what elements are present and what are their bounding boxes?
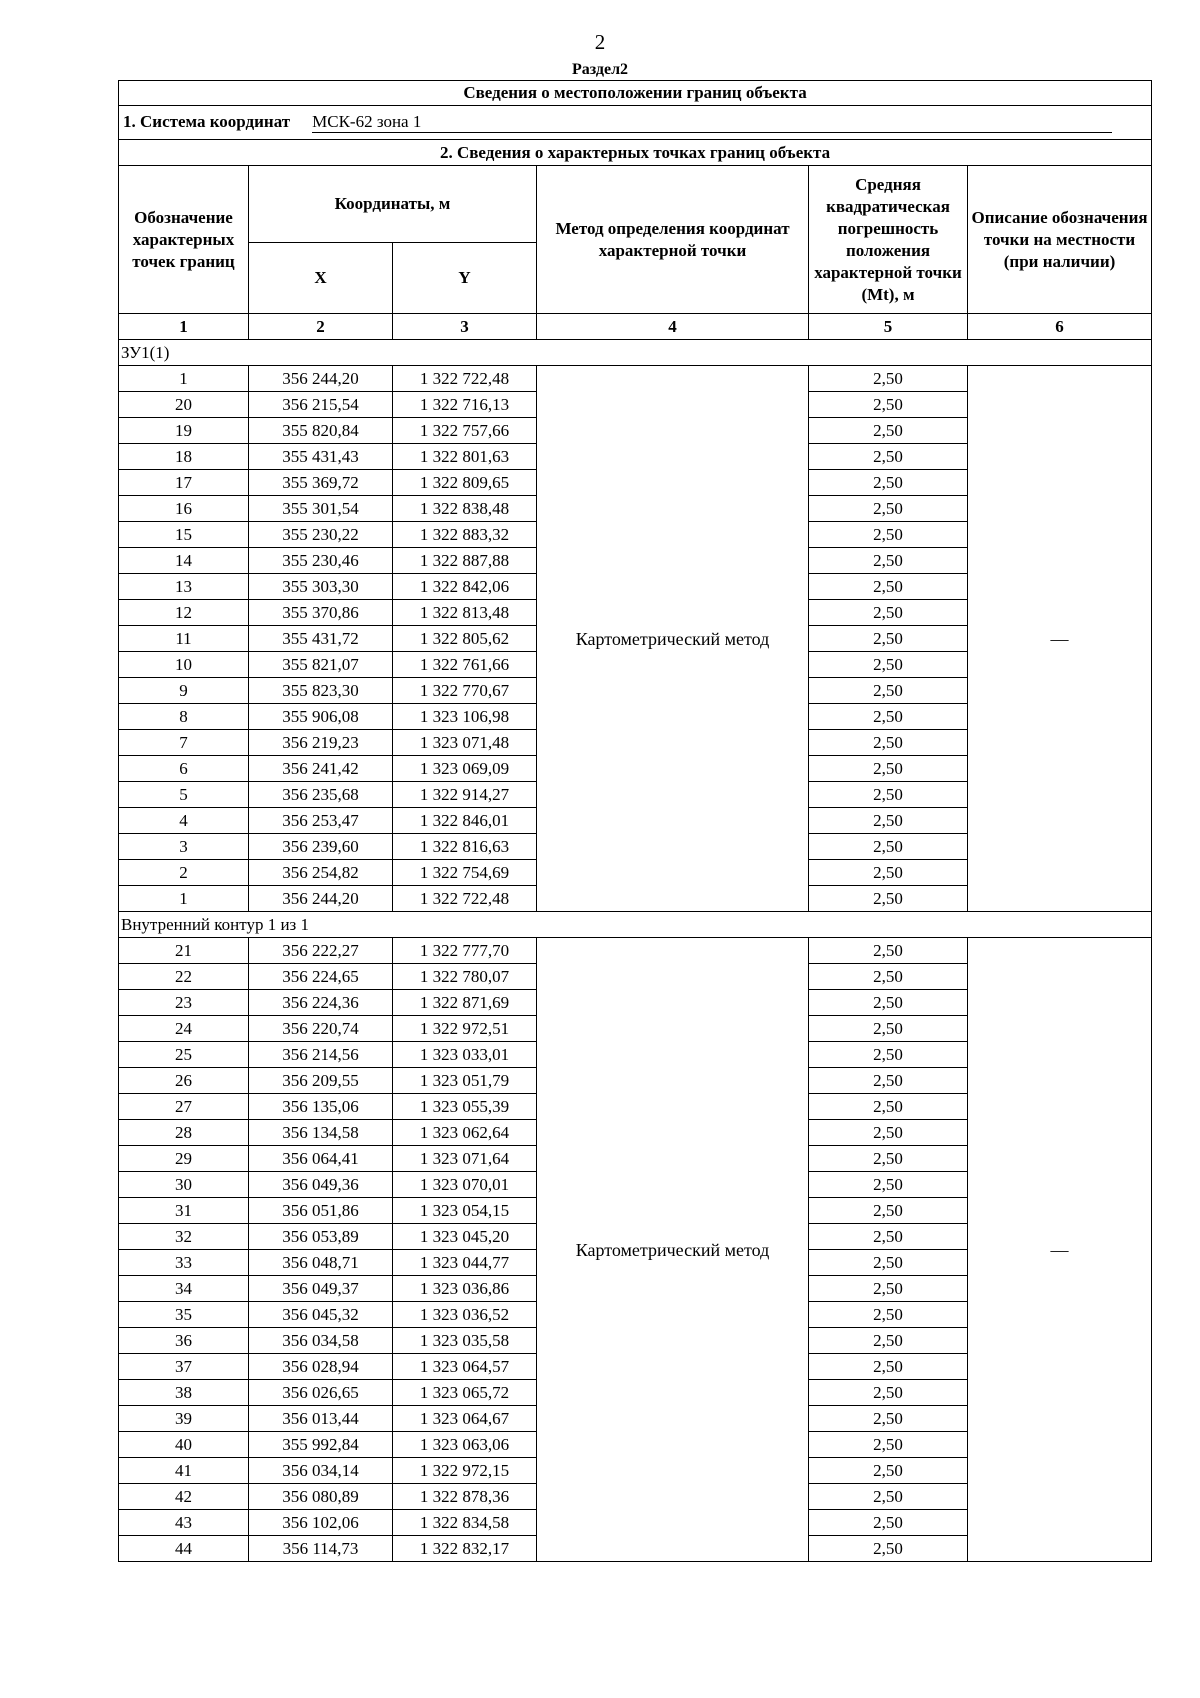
point-id: 4 xyxy=(119,808,249,834)
method-cell: Картометрический метод xyxy=(537,366,809,912)
point-id: 26 xyxy=(119,1068,249,1094)
point-id: 10 xyxy=(119,652,249,678)
point-error: 2,50 xyxy=(809,834,968,860)
point-x: 356 219,23 xyxy=(249,730,393,756)
point-error: 2,50 xyxy=(809,652,968,678)
point-error: 2,50 xyxy=(809,1406,968,1432)
point-error: 2,50 xyxy=(809,600,968,626)
point-y: 1 322 805,62 xyxy=(393,626,537,652)
point-error: 2,50 xyxy=(809,496,968,522)
coord-system-row xyxy=(119,106,1152,140)
point-error: 2,50 xyxy=(809,1536,968,1562)
point-x: 356 209,55 xyxy=(249,1068,393,1094)
point-error: 2,50 xyxy=(809,1146,968,1172)
point-id: 8 xyxy=(119,704,249,730)
point-x: 355 369,72 xyxy=(249,470,393,496)
point-id: 28 xyxy=(119,1120,249,1146)
point-id: 40 xyxy=(119,1432,249,1458)
point-x: 355 906,08 xyxy=(249,704,393,730)
point-x: 356 114,73 xyxy=(249,1536,393,1562)
point-x: 355 992,84 xyxy=(249,1432,393,1458)
point-error: 2,50 xyxy=(809,1016,968,1042)
header-description: Описание обозначения точки на местности (при наличии) xyxy=(968,166,1152,314)
point-error: 2,50 xyxy=(809,626,968,652)
method-cell: Картометрический метод xyxy=(537,938,809,1562)
point-x: 356 049,36 xyxy=(249,1172,393,1198)
point-x: 356 048,71 xyxy=(249,1250,393,1276)
point-x: 356 222,27 xyxy=(249,938,393,964)
col-number: 1 xyxy=(119,314,249,340)
point-error: 2,50 xyxy=(809,1094,968,1120)
point-y: 1 323 063,06 xyxy=(393,1432,537,1458)
point-x: 356 028,94 xyxy=(249,1354,393,1380)
point-id: 37 xyxy=(119,1354,249,1380)
point-y: 1 323 036,86 xyxy=(393,1276,537,1302)
point-y: 1 322 761,66 xyxy=(393,652,537,678)
point-error: 2,50 xyxy=(809,1198,968,1224)
point-error: 2,50 xyxy=(809,1042,968,1068)
point-y: 1 322 813,48 xyxy=(393,600,537,626)
point-error: 2,50 xyxy=(809,704,968,730)
point-y: 1 322 972,15 xyxy=(393,1458,537,1484)
point-id: 42 xyxy=(119,1484,249,1510)
point-error: 2,50 xyxy=(809,1510,968,1536)
point-error: 2,50 xyxy=(809,938,968,964)
point-id: 11 xyxy=(119,626,249,652)
point-error: 2,50 xyxy=(809,1328,968,1354)
point-id: 32 xyxy=(119,1224,249,1250)
point-id: 5 xyxy=(119,782,249,808)
point-error: 2,50 xyxy=(809,1250,968,1276)
point-x: 355 370,86 xyxy=(249,600,393,626)
point-y: 1 322 846,01 xyxy=(393,808,537,834)
point-error: 2,50 xyxy=(809,1354,968,1380)
point-error: 2,50 xyxy=(809,1120,968,1146)
point-x: 356 045,32 xyxy=(249,1302,393,1328)
col-number: 6 xyxy=(968,314,1152,340)
header-x: X xyxy=(249,243,393,314)
point-y: 1 323 051,79 xyxy=(393,1068,537,1094)
col-number: 3 xyxy=(393,314,537,340)
point-x: 356 013,44 xyxy=(249,1406,393,1432)
point-error: 2,50 xyxy=(809,860,968,886)
point-error: 2,50 xyxy=(809,1484,968,1510)
point-y: 1 322 871,69 xyxy=(393,990,537,1016)
point-error: 2,50 xyxy=(809,730,968,756)
point-id: 22 xyxy=(119,964,249,990)
point-x: 356 244,20 xyxy=(249,366,393,392)
point-id: 6 xyxy=(119,756,249,782)
point-id: 31 xyxy=(119,1198,249,1224)
point-y: 1 322 716,13 xyxy=(393,392,537,418)
point-error: 2,50 xyxy=(809,1068,968,1094)
point-error: 2,50 xyxy=(809,1432,968,1458)
point-error: 2,50 xyxy=(809,418,968,444)
point-id: 41 xyxy=(119,1458,249,1484)
point-error: 2,50 xyxy=(809,522,968,548)
point-x: 356 026,65 xyxy=(249,1380,393,1406)
point-x: 355 230,46 xyxy=(249,548,393,574)
point-x: 355 431,72 xyxy=(249,626,393,652)
point-id: 12 xyxy=(119,600,249,626)
point-y: 1 322 770,67 xyxy=(393,678,537,704)
point-id: 13 xyxy=(119,574,249,600)
col-number: 2 xyxy=(249,314,393,340)
point-id: 15 xyxy=(119,522,249,548)
point-y: 1 323 054,15 xyxy=(393,1198,537,1224)
point-id: 30 xyxy=(119,1172,249,1198)
point-x: 355 820,84 xyxy=(249,418,393,444)
point-y: 1 322 777,70 xyxy=(393,938,537,964)
point-id: 43 xyxy=(119,1510,249,1536)
point-id: 17 xyxy=(119,470,249,496)
header-method: Метод определения координат характерной точки xyxy=(537,166,809,314)
point-x: 355 301,54 xyxy=(249,496,393,522)
point-id: 7 xyxy=(119,730,249,756)
point-y: 1 322 838,48 xyxy=(393,496,537,522)
point-id: 19 xyxy=(119,418,249,444)
point-x: 355 230,22 xyxy=(249,522,393,548)
point-x: 356 214,56 xyxy=(249,1042,393,1068)
doc-title: Сведения о местоположении границ объекта xyxy=(119,81,1152,106)
point-x: 355 823,30 xyxy=(249,678,393,704)
point-error: 2,50 xyxy=(809,366,968,392)
point-y: 1 322 832,17 xyxy=(393,1536,537,1562)
point-error: 2,50 xyxy=(809,444,968,470)
point-id: 21 xyxy=(119,938,249,964)
point-x: 355 303,30 xyxy=(249,574,393,600)
point-x: 356 049,37 xyxy=(249,1276,393,1302)
point-id: 35 xyxy=(119,1302,249,1328)
col-number: 4 xyxy=(537,314,809,340)
description-cell: — xyxy=(968,366,1152,912)
point-x: 356 253,47 xyxy=(249,808,393,834)
point-id: 44 xyxy=(119,1536,249,1562)
point-id: 18 xyxy=(119,444,249,470)
point-y: 1 322 801,63 xyxy=(393,444,537,470)
point-id: 36 xyxy=(119,1328,249,1354)
point-x: 356 241,42 xyxy=(249,756,393,782)
contour-label-row xyxy=(119,340,1152,366)
point-id: 24 xyxy=(119,1016,249,1042)
point-error: 2,50 xyxy=(809,1276,968,1302)
point-y: 1 322 722,48 xyxy=(393,886,537,912)
point-error: 2,50 xyxy=(809,1172,968,1198)
header-y: Y xyxy=(393,243,537,314)
coord-system-value: МСК-62 зона 1 xyxy=(312,112,1112,133)
point-y: 1 322 722,48 xyxy=(393,366,537,392)
point-x: 356 064,41 xyxy=(249,1146,393,1172)
point-y: 1 323 071,48 xyxy=(393,730,537,756)
point-id: 39 xyxy=(119,1406,249,1432)
point-id: 23 xyxy=(119,990,249,1016)
point-id: 1 xyxy=(119,886,249,912)
description-cell: — xyxy=(968,938,1152,1562)
header-coords: Координаты, м xyxy=(249,166,537,243)
point-error: 2,50 xyxy=(809,990,968,1016)
point-y: 1 323 044,77 xyxy=(393,1250,537,1276)
contour-section xyxy=(119,912,1152,1562)
point-id: 20 xyxy=(119,392,249,418)
point-id: 25 xyxy=(119,1042,249,1068)
point-y: 1 322 834,58 xyxy=(393,1510,537,1536)
point-error: 2,50 xyxy=(809,756,968,782)
point-y: 1 323 035,58 xyxy=(393,1328,537,1354)
point-x: 355 821,07 xyxy=(249,652,393,678)
point-x: 356 051,86 xyxy=(249,1198,393,1224)
point-id: 9 xyxy=(119,678,249,704)
point-y: 1 323 036,52 xyxy=(393,1302,537,1328)
points-title: 2. Сведения о характерных точках границ объекта xyxy=(119,140,1152,166)
point-id: 16 xyxy=(119,496,249,522)
point-x: 356 244,20 xyxy=(249,886,393,912)
point-y: 1 323 070,01 xyxy=(393,1172,537,1198)
point-x: 356 134,58 xyxy=(249,1120,393,1146)
point-error: 2,50 xyxy=(809,678,968,704)
contour-label-row xyxy=(119,912,1152,938)
point-y: 1 323 045,20 xyxy=(393,1224,537,1250)
point-x: 356 053,89 xyxy=(249,1224,393,1250)
point-id: 34 xyxy=(119,1276,249,1302)
point-y: 1 323 055,39 xyxy=(393,1094,537,1120)
point-id: 1 xyxy=(119,366,249,392)
point-x: 356 102,06 xyxy=(249,1510,393,1536)
point-y: 1 322 816,63 xyxy=(393,834,537,860)
point-error: 2,50 xyxy=(809,548,968,574)
point-y: 1 322 780,07 xyxy=(393,964,537,990)
contour-label: ЗУ1(1) xyxy=(119,340,1152,366)
header-error: Средняя квадратическая погрешность положения характерной точки (Mt), м xyxy=(809,166,968,314)
point-y: 1 323 106,98 xyxy=(393,704,537,730)
point-y: 1 322 887,88 xyxy=(393,548,537,574)
point-y: 1 322 842,06 xyxy=(393,574,537,600)
boundary-table xyxy=(118,80,1152,1562)
point-y: 1 322 914,27 xyxy=(393,782,537,808)
point-error: 2,50 xyxy=(809,392,968,418)
col-number: 5 xyxy=(809,314,968,340)
point-y: 1 322 757,66 xyxy=(393,418,537,444)
point-id: 3 xyxy=(119,834,249,860)
point-y: 1 323 033,01 xyxy=(393,1042,537,1068)
header-designation: Обозначение характерных точек границ xyxy=(119,166,249,314)
point-y: 1 323 071,64 xyxy=(393,1146,537,1172)
point-error: 2,50 xyxy=(809,1380,968,1406)
section-title: Раздел2 xyxy=(571,61,629,78)
point-x: 355 431,43 xyxy=(249,444,393,470)
point-id: 27 xyxy=(119,1094,249,1120)
point-id: 33 xyxy=(119,1250,249,1276)
table-row xyxy=(119,938,1152,964)
point-id: 29 xyxy=(119,1146,249,1172)
point-id: 38 xyxy=(119,1380,249,1406)
point-x: 356 220,74 xyxy=(249,1016,393,1042)
coord-system-label: 1. Система координат xyxy=(123,112,291,131)
point-error: 2,50 xyxy=(809,574,968,600)
table-row xyxy=(119,366,1152,392)
point-x: 356 239,60 xyxy=(249,834,393,860)
point-x: 356 235,68 xyxy=(249,782,393,808)
point-y: 1 323 064,67 xyxy=(393,1406,537,1432)
point-x: 356 080,89 xyxy=(249,1484,393,1510)
point-error: 2,50 xyxy=(809,1302,968,1328)
point-y: 1 323 065,72 xyxy=(393,1380,537,1406)
point-x: 356 135,06 xyxy=(249,1094,393,1120)
point-id: 2 xyxy=(119,860,249,886)
point-x: 356 034,14 xyxy=(249,1458,393,1484)
point-y: 1 323 069,09 xyxy=(393,756,537,782)
point-error: 2,50 xyxy=(809,782,968,808)
point-x: 356 254,82 xyxy=(249,860,393,886)
page-number: 2 xyxy=(594,30,606,54)
point-error: 2,50 xyxy=(809,470,968,496)
point-y: 1 322 878,36 xyxy=(393,1484,537,1510)
point-y: 1 322 754,69 xyxy=(393,860,537,886)
point-x: 356 224,65 xyxy=(249,964,393,990)
contour-section xyxy=(119,340,1152,912)
point-x: 356 224,36 xyxy=(249,990,393,1016)
point-y: 1 322 883,32 xyxy=(393,522,537,548)
point-x: 356 215,54 xyxy=(249,392,393,418)
point-error: 2,50 xyxy=(809,808,968,834)
point-y: 1 323 064,57 xyxy=(393,1354,537,1380)
point-error: 2,50 xyxy=(809,886,968,912)
point-y: 1 323 062,64 xyxy=(393,1120,537,1146)
contour-label: Внутренний контур 1 из 1 xyxy=(119,912,1152,938)
point-error: 2,50 xyxy=(809,964,968,990)
point-error: 2,50 xyxy=(809,1224,968,1250)
point-id: 14 xyxy=(119,548,249,574)
point-error: 2,50 xyxy=(809,1458,968,1484)
point-y: 1 322 809,65 xyxy=(393,470,537,496)
point-y: 1 322 972,51 xyxy=(393,1016,537,1042)
point-x: 356 034,58 xyxy=(249,1328,393,1354)
